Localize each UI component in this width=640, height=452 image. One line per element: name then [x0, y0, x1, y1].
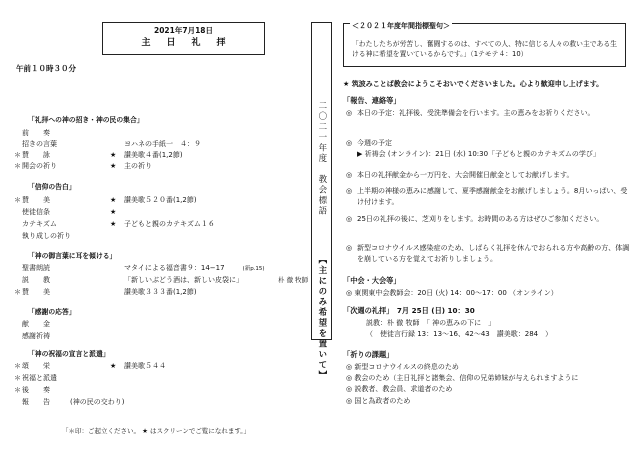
order-item-name: 後 奏 [22, 386, 50, 394]
next-scripture-line: （ 使徒言行録 13：13〜16、42〜43 讃美歌：284 ） [366, 330, 553, 339]
order-item-detail: 主の祈り [124, 162, 152, 170]
order-item-name: 献 金 [22, 320, 50, 328]
order-mark: ＊ [14, 151, 21, 159]
order-item-detail: 「新しいぶどう酒は、新しい皮袋に」 [124, 276, 243, 284]
report-bullet: ◎ [346, 244, 353, 252]
motto-year-label: 二〇二一年度 教会標語 [316, 101, 327, 217]
order-row [14, 362, 314, 373]
order-row [14, 264, 314, 275]
order-item-detail: 讃美歌３３３番(1,2節) [124, 288, 197, 296]
order-item-name: 説 教 [22, 276, 50, 284]
screen-star-icon: ★ [110, 220, 117, 228]
order-item-name: 招きの言葉 [22, 140, 57, 148]
order-item-name: 賛 詠 [22, 151, 50, 159]
report-item [346, 243, 631, 265]
scripture-text: 「わたしたちが労苦し、奮闘するのは、すべての人、特に信じる人々の救い主である生ける神に希望を置いているからです。」（1テモテ４：10） [352, 40, 617, 59]
order-item-detail: ヨハネの手紙一 ４：９ [124, 140, 201, 148]
report-item [346, 186, 631, 208]
order-item-name: 賛 美 [22, 288, 50, 296]
order-item-name: 賛 美 [22, 196, 50, 204]
meeting-heading: 「中会・大会等」 [343, 276, 401, 285]
order-item-detail: 讃美歌５２０番(1,2節) [124, 196, 197, 204]
report-text: 上半期の神様の恵みに感謝して、夏季感謝献金をお献げしましょう。8月いっぱい、受け付けます。 [357, 187, 628, 207]
order-section-heading: 「神の御言葉に耳を傾ける」 [28, 252, 117, 260]
report-item [346, 214, 631, 225]
order-item-detail: 讃美歌４番(1,2節) [124, 151, 183, 159]
report-bullet: ◎ [346, 187, 353, 195]
order-row [14, 332, 314, 343]
order-row [14, 374, 314, 385]
order-item-detail: (神の民の交わり) [70, 398, 125, 406]
report-heading: 「報告、連絡等」 [343, 96, 401, 105]
order-item-name: 聖書朗読 [22, 264, 50, 272]
prayer-item: ◎ 新型コロナウイルスの終息のため [346, 363, 459, 371]
order-mark: ＊ [14, 374, 21, 382]
order-row [14, 151, 314, 162]
screen-star-icon: ★ [110, 362, 117, 370]
order-row [14, 386, 314, 397]
next-sermon-line: 説教：朴 徹 牧師 「 神の恵みの下に 」 [366, 319, 496, 327]
order-mark: ＊ [14, 362, 21, 370]
order-item-name: カテキズム [22, 220, 57, 228]
report-bullet: ◎ [346, 171, 353, 179]
prayer-item: ◎ 教会のため（主日礼拝と諸集会、信仰の兄弟姉妹が与えられますように [346, 374, 579, 383]
order-row [14, 208, 314, 219]
report-item [346, 108, 631, 119]
service-name: 主日礼拝 [141, 38, 242, 49]
order-item-detail-text: マタイによる福音書９：14−17 [124, 264, 225, 272]
order-section-heading: 「礼拝への神の招き・神の民の集合」 [28, 116, 144, 124]
prayer-list [346, 362, 631, 407]
service-time: 午前１０時３０分 [16, 64, 76, 73]
service-date: 2021年7月18日 [153, 26, 214, 35]
screen-star-icon: ★ [110, 196, 117, 204]
order-item-detail [124, 264, 265, 273]
order-mark: ＊ [14, 386, 21, 394]
order-row [14, 220, 314, 231]
order-row [14, 129, 314, 140]
report-subitem: ▶ 祈祷会 (オンライン)：21日 (水) 10:30「子どもと親のカテキズムの学び」 [357, 150, 600, 159]
screen-star-icon: ★ [110, 162, 117, 170]
order-item-name: 祝福と派遣 [22, 374, 57, 382]
report-item [346, 138, 631, 160]
order-item-name: 使徒信条 [22, 208, 50, 216]
prayer-item: ◎ 国と為政者のため [346, 396, 411, 405]
report-bullet: ◎ [346, 109, 353, 117]
motto-slogan: 【主にのみ希望を置いて】 [316, 255, 327, 381]
next-service-heading: 「次週の礼拝」 7月 25日 (日) 10：30 [343, 306, 475, 315]
report-bullet: ◎ [346, 215, 353, 223]
order-mark: ＊ [14, 196, 21, 204]
order-item-name: 頌 栄 [22, 362, 50, 370]
order-section-heading: 「信仰の告白」 [28, 183, 76, 191]
report-bullet: ◎ [346, 139, 353, 147]
scripture-box [343, 23, 626, 67]
preacher-name: 朴 徹 牧師 [278, 276, 309, 284]
screen-star-icon: ★ [110, 208, 117, 216]
order-item-name: 執り成しの祈り [22, 232, 71, 240]
order-row [14, 288, 314, 299]
report-text: 今週の予定 [357, 139, 392, 147]
service-title-box [102, 22, 265, 55]
welcome-message: ★ 筑波みことば教会にようこそおいでくださいました。心より歓迎申し上げます。 [343, 80, 604, 88]
order-mark: ＊ [14, 162, 21, 170]
prayer-item: ◎ 説教者、教会員、求道者のため [346, 385, 453, 394]
report-text: 本日の礼拝献金から一万円を、大会開催日献金としてお献げします。 [357, 171, 574, 179]
page-reference: (新p.15) [242, 266, 265, 272]
report-text: 25日の礼拝の後に、芝刈りをします。お時間のある方はぜひご参加ください。 [357, 215, 604, 223]
order-section-heading: 「感謝の応答」 [28, 308, 76, 316]
order-row [14, 196, 314, 207]
order-item-detail: 讃美歌５４４ [124, 362, 166, 370]
next-service-sermon [346, 318, 631, 340]
scripture-heading: ＜２０２１年度年間指標聖句＞ [352, 22, 450, 30]
church-motto-vertical-box [311, 22, 332, 381]
order-item-name: 開会の祈り [22, 162, 57, 170]
order-row [14, 162, 314, 173]
prayer-heading: 「祈りの課題」 [343, 350, 394, 359]
order-item-detail: 子どもと親のカテキズム１６ [124, 220, 215, 228]
screen-star-icon: ★ [110, 151, 117, 159]
order-row [14, 320, 314, 331]
order-row [14, 276, 314, 287]
order-item-name: 前 奏 [22, 129, 50, 137]
report-text: 本日の予定：礼拝後、受洗準備会を行います。主の恵みをお祈りください。 [357, 109, 595, 117]
footnote: 「＊印：ご起立ください。 ★ はスクリーンでご覧になれます。」 [62, 427, 251, 435]
order-row [14, 398, 314, 409]
order-row [14, 140, 314, 151]
order-mark: ＊ [14, 288, 21, 296]
report-text: 新型コロナウイルス感染症のため、しばらく礼拝を休んでおられる方や高齢の方、体調を崩している方を覚えてお祈りしましょう。 [357, 244, 630, 264]
order-item-name: 感謝祈祷 [22, 332, 50, 340]
report-item [346, 170, 631, 181]
order-row [14, 232, 314, 243]
order-item-name: 報 告 [22, 398, 50, 406]
meeting-item: ◎ 東関東中会教師会：20日 (火) 14：00〜17：00 （オンライン） [346, 289, 558, 297]
order-section-heading: 「神の祝福の宣言と派遣」 [28, 350, 110, 358]
